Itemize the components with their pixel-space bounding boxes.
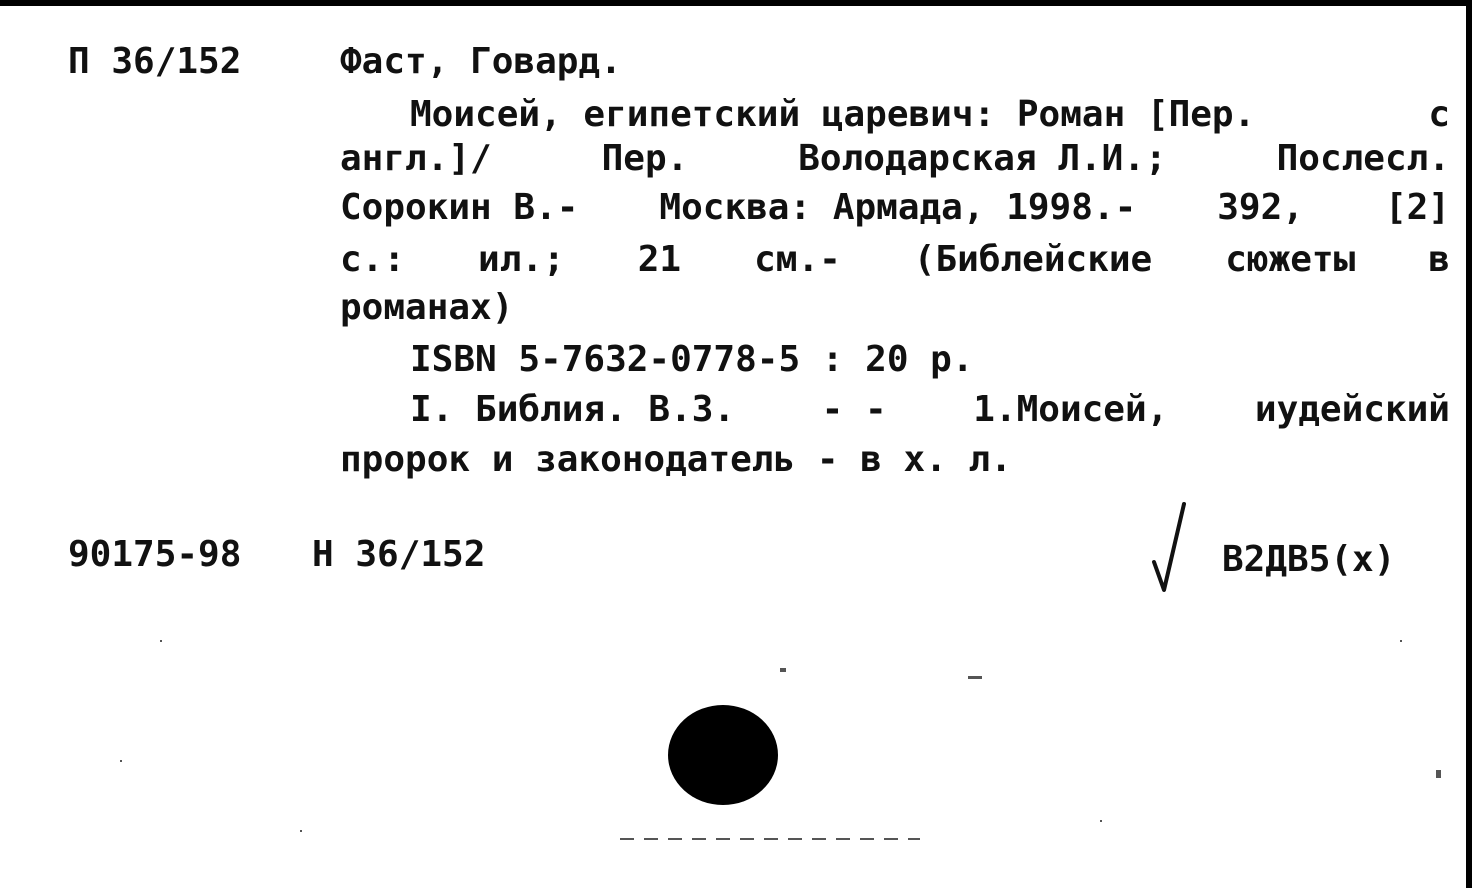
description-text: в: [1428, 239, 1450, 280]
scan-speck: [1436, 770, 1441, 778]
check-mark-icon: [1150, 500, 1190, 595]
description-text: с.:: [340, 239, 406, 280]
classification-code: В2ДВ5(х): [1222, 539, 1396, 580]
description-text: Послесл.: [1276, 138, 1450, 179]
scan-speck: [160, 640, 162, 642]
author-heading: Фаст, Говард.: [340, 41, 622, 82]
description-line-1: [410, 93, 1450, 137]
description-line-4: [340, 238, 1450, 282]
accession-number: 90175-98: [68, 534, 242, 575]
bottom-call-number: Н 36/152: [312, 534, 486, 575]
call-number: П 36/152: [68, 41, 242, 82]
punch-hole: [668, 705, 778, 805]
scan-speck: [300, 830, 302, 832]
description-text: Сорокин В.-: [340, 187, 579, 228]
description-text: 392,: [1217, 187, 1304, 228]
description-text: см.-: [754, 239, 841, 280]
subject-text: 1.Моисей,: [973, 389, 1169, 430]
scan-speck: [1400, 640, 1402, 642]
description-line-3: [340, 186, 1450, 230]
description-text: Володарская Л.И.;: [798, 138, 1167, 179]
isbn-line: ISBN 5-7632-0778-5 : 20 р.: [410, 339, 974, 380]
description-text: [2]: [1384, 187, 1450, 228]
description-text: англ.]/: [340, 138, 492, 179]
subject-text: - -: [821, 389, 887, 430]
subjects-line-2: пророк и законодатель - в х. л.: [340, 439, 1012, 480]
description-text: Моисей, египетский царевич: Роман [Пер.: [410, 94, 1256, 135]
description-text: сюжеты: [1225, 239, 1356, 280]
scan-artifact-line: [620, 838, 920, 840]
description-text: (Библейские: [913, 239, 1153, 280]
description-text: Москва: Армада, 1998.-: [659, 187, 1137, 228]
card-top-edge: [0, 0, 1472, 6]
description-line-2: [340, 137, 1450, 181]
description-text: Пер.: [601, 138, 689, 179]
subject-text: I. Библия. В.З.: [410, 389, 736, 430]
description-text: с: [1428, 94, 1450, 135]
subjects-line-1: [410, 388, 1450, 432]
subject-text: иудейский: [1254, 389, 1450, 430]
scan-speck: [968, 676, 982, 679]
description-text: ил.;: [478, 239, 565, 280]
scan-speck: [780, 668, 786, 672]
scan-speck: [1100, 820, 1102, 822]
scan-speck: [120, 760, 122, 762]
description-text: 21: [637, 239, 682, 280]
card-right-edge: [1466, 0, 1472, 888]
description-line-5: романах): [340, 287, 514, 328]
